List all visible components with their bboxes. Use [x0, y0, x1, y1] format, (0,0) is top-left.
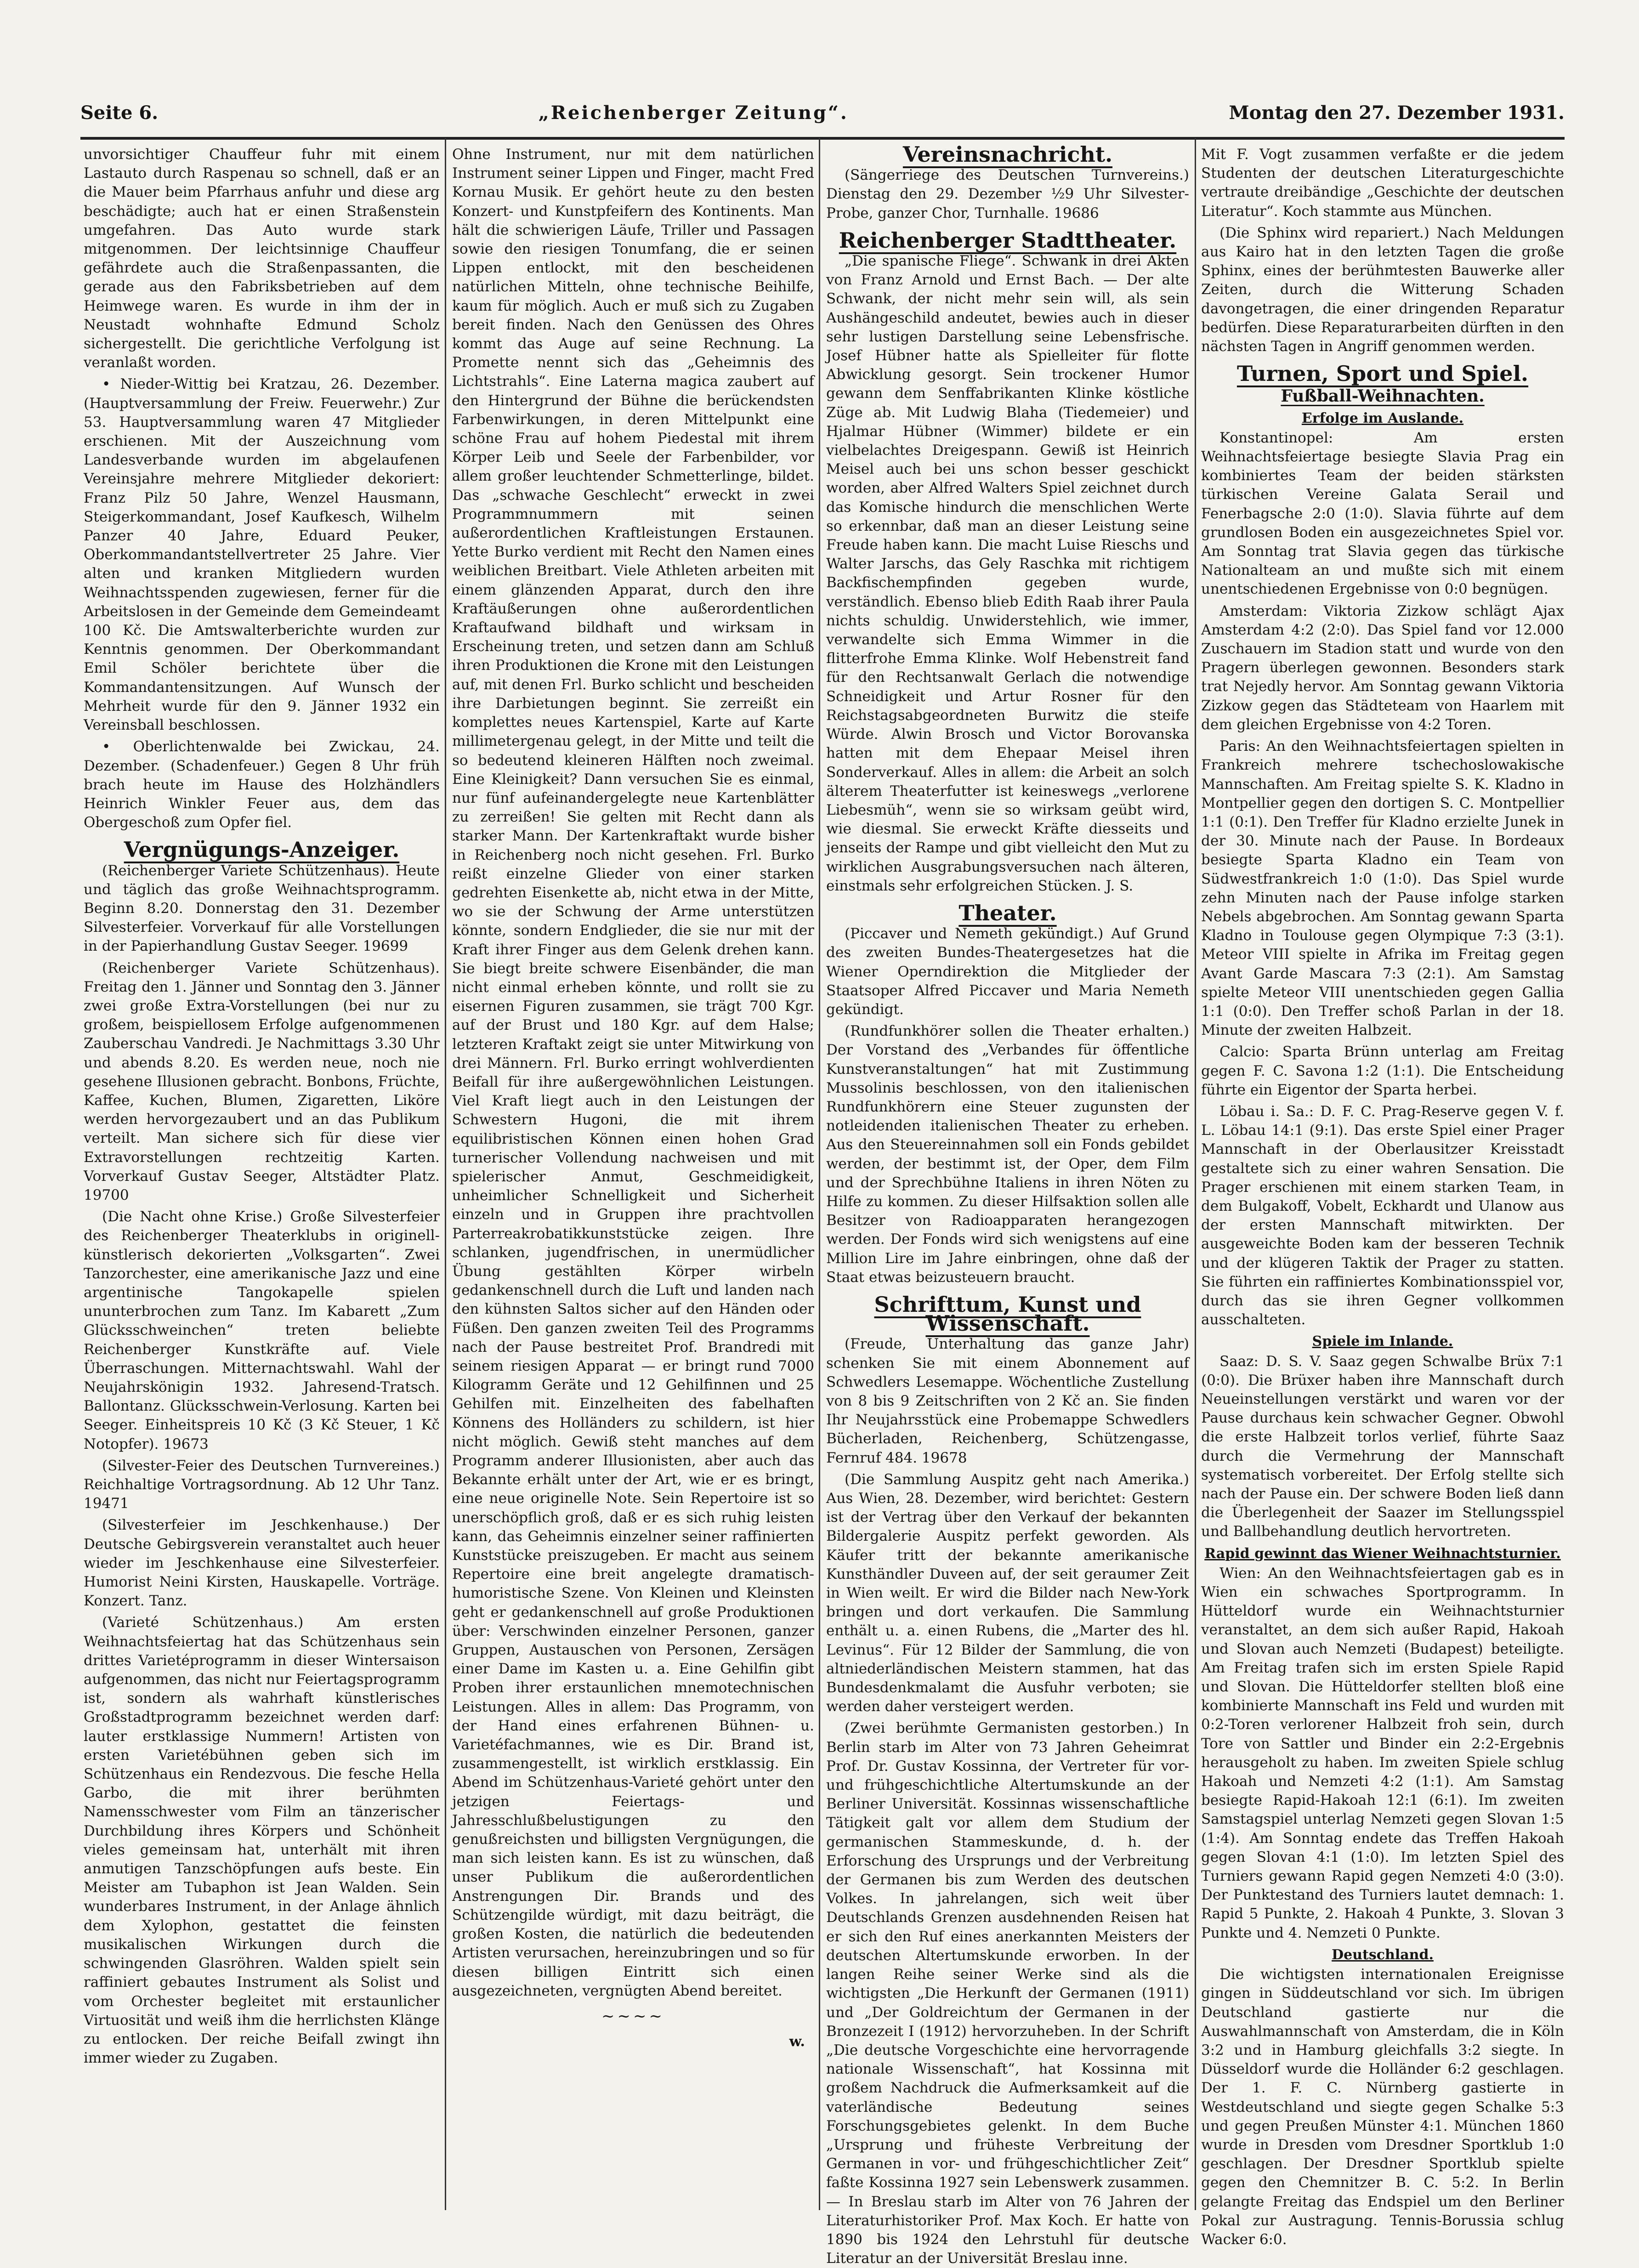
- divider-ornament: ~~~~: [601, 2007, 665, 2025]
- article-paragraph: unvorsichtiger Chauffeur fuhr mit einem Lastauto durch Raspenau so schnell, daß er an die Mauer beim Pfarrhaus anfuhr und diese arg beschädigte; auch hat er einen Straßenstein umgefahren. Das Auto wurde stark mitgenommen. Der leichtsinnige Chauffeur gefährdete auch die Straßenpassanten, die gerade aus den Fabriksbetrieben auf dem Heimwege waren. Es wurde in ihm der in Neustadt wohnhafte Edmund Scholz sichergestellt. Die gerichtliche Verfolgung ist veranlaßt worden.: [84, 146, 440, 371]
- page-number: Seite 6.: [80, 102, 159, 124]
- article-paragraph: Wien: An den Weihnachtsfeiertagen gab es in Wien ein schwaches Sportprogramm. In Hütteldorf wurde ein Weihnachtsturnier veranstaltet, an dem sich außer Rapid, Hakoah und Slovan auch Nemzeti (Budapest) beteiligte. Am Freitag trafen sich im ersten Spiele Rapid und Slovan. Die Hütteldorfer stellten bloß eine kombinierte Mannschaft ins Feld und wurden mit 0:2-Toren verlorener Halbzeit froh sein, durch Tore von Sattler und Binder ein 2:2-Ergebnis herausgeholt zu haben. Im zweiten Spiele schlug Hakoah und Nemzeti 4:2 (1:1). Am Samstag besiegte Rapid-Hakoah 12:1 (6:1). Im zweiten Samstagspiel unterlag Nemzeti gegen Slovan 1:5 (1:4). Am Sonntag endete das Treffen Hakoah gegen Slovan 4:1 (1:0). Im letzten Spiel des Turniers gewann Rapid gegen Nemzeti 4:0 (3:0). Der Punktestand des Turniers lautet demnach: 1. Rapid 5 Punkte, 2. Hakoah 4 Punkte, 3. Slovan 3 Punkte und 4. Nemzeti 0 Punkte.: [1201, 1565, 1564, 1941]
- column-divider: [819, 138, 820, 2210]
- article-paragraph: (Varieté Schützenhaus.) Am ersten Weihnachtsfeiertag hat das Schützenhaus sein drittes Varietéprogramm in dieser Wintersaison aufgenommen, das nicht nur Feiertagsprogramm ist, sondern als wahrhaft künstlerisches Großstadtprogramm bezeichnet werden darf: lauter erstklassige Nummern! Artisten von ersten Varietébühnen geben sich im Schützenhaus ein Rendezvous. Die fesche Hella Garbo, die mit ihrer berühmten Namensschwester vom Film an tänzerischer Durchbildung ihres Körpers und Schönheit vieles gemeinsam hat, unterhält mit ihren anmutigen Tanzschöpfungen aufs beste. Ein Meister am Tubaphon ist Jean Walden. Sein wunderbares Instrument, in der Anlage ähnlich dem Xylophon, gestattet die feinsten musikalischen Wirkungen durch die schwingenden Glasröhren. Walden spielt sein raffiniert gebautes Instrument als Solist und vom Orchester begleitet mit erstaunlicher Virtuosität und weiß ihm die herrlichsten Klänge zu entlocken. Der reiche Beifall zwingt ihn immer wieder zu Zugaben.: [84, 1614, 440, 2067]
- column-divider: [445, 138, 446, 2210]
- subsection-heading: Fußball-Weihnachten.: [1281, 386, 1485, 406]
- article-paragraph: (Sängerriege des Deutschen Turnvereins.) Dienstag den 29. Dezember ½9 Uhr Silvester-Probe, ganzer Chor, Turnhalle. 19686: [826, 167, 1189, 221]
- subsection-heading: Erfolge im Auslande.: [1301, 410, 1464, 426]
- column-4: [1201, 145, 1564, 2248]
- article-paragraph: Konstantinopel: Am ersten Weihnachtsfeiertage besiegte Slavia Prag ein kombiniertes Team der beiden stärksten türkischen Vereine Galata Serail und Fenerbagsche 2:0 (1:0). Slavia führte auf dem grundlosen Boden ein ausgezeichnetes Spiel vor. Am Sonntag trat Slavia gegen das türkische Nationalteam an und mußte sich mit einem unentschiedenen Ergebnisse von 0:0 begnügen.: [1201, 429, 1564, 598]
- section-heading-sport: Turnen, Sport und Spiel.: [1236, 361, 1529, 386]
- section-heading-theater: Theater.: [958, 900, 1057, 925]
- article-paragraph: (Rundfunkhörer sollen die Theater erhalten.) Der Vorstand des „Verbandes für öffentliche Kunstveranstaltungen“ hat mit Zustimmung Mussolinis beschlossen, von den italienischen Rundfunkhörern eine Steuer zugunsten der notleidenden italienischen Theater zu erheben. Aus den Steuereinnahmen soll ein Fonds gebildet werden, der bestimmt ist, der Oper, dem Film und der Sprechbühne Italiens in ihren Nöten zu Hilfe zu kommen. Zu dieser Hilfsaktion sollen alle Besitzer von Radioapparaten herangezogen werden. Der Fonds wird sich wenigstens auf eine Million Lire im Jahre einbringen, ohne daß der Staat etwas beizusteuern braucht.: [826, 1023, 1189, 1286]
- article-paragraph: (Freude, Unterhaltung das ganze Jahr) schenken Sie mit einem Abonnement auf Schwedlers Lesemappe. Wöchentliche Zustellung von 8 bis 9 Zeitschriften von 2 Kč an. Sie finden Ihr Neujahrsstück eine Probemappe Schwedlers Bücherladen, Reichenberg, Schützengasse, Fernruf 484. 19678: [826, 1336, 1189, 1466]
- article-paragraph: Die wichtigsten internationalen Ereignisse gingen in Süddeutschland vor sich. Im übrigen Deutschland gastierte nur die Auswahlmannschaft von Amsterdam, die in Köln 3:2 und in Hamburg gleichfalls 3:2 siegte. In Düsseldorf wurde die Holländer 6:2 geschlagen. Der 1. F. C. Nürnberg gastierte in Westdeutschland und siegte gegen Schalke 5:3 und gegen Preußen Münster 4:1. München 1860 wurde in Dresden vom Dresdner Sportklub 1:0 geschlagen. Der Dresdner Sportklub spielte gegen den Chemnitzer B. C. 5:2. In Berlin gelangte Freitag das Endspiel um den Berliner Pokal zur Austragung. Tennis-Borussia schlug Wacker 6:0.: [1201, 1966, 1564, 2248]
- article-paragraph: (Reichenberger Variete Schützenhaus). Freitag den 1. Jänner und Sonntag den 3. Jänner zwei große Extra-Vorstellungen (bei nur zu großem, beispiellosem Erfolge aufgenommenen Zauberschau Vandredi. Je Nachmittags 3.30 Uhr und abends 8.20. Es werden neue, noch nie gesehene Illusionen gebracht. Bonbons, Früchte, Kaffee, Kuchen, Blumen, Zigaretten, Liköre werden hervorgezaubert und an das Publikum verteilt. Man sichere sich für diese vier Extravorstellungen rechtzeitig Karten. Vorverkauf Gustav Seeger, Altstädter Platz. 19700: [84, 959, 440, 1203]
- article-paragraph: Amsterdam: Viktoria Zizkow schlägt Ajax Amsterdam 4:2 (2:0). Das Spiel fand vor 12.000 Zuschauern im Stadion statt und wurde von den Pragern überlegen gewonnen. Besonders stark trat Nejedly hervor. Am Sonntag gewann Viktoria Zizkow gegen das Städteteam von Haarlem mit dem gleichen Ergebnisse von 4:2 Toren.: [1201, 602, 1564, 733]
- column-2: [452, 145, 814, 2208]
- article-paragraph: Löbau i. Sa.: D. F. C. Prag-Reserve gegen V. f. L. Löbau 14:1 (9:1). Das erste Spiel einer Prager Mannschaft in der Oberlausitzer Kreisstadt gestaltete sich zu einer wahren Sensation. Die Prager erschienen mit einem starken Team, in dem Bulgakoff, Vobelt, Eckhardt und Ulanow aus der ersten Mannschaft mitwirkten. Der ausgeweichte Boden kam der besseren Technik und der klügeren Taktik der Prager zu statten. Sie führten ein raffiniertes Kombinationsspiel vor, durch das sie ihren Gegner vollkommen ausschalteten.: [1201, 1103, 1564, 1328]
- subsection-heading: Deutschland.: [1332, 1946, 1434, 1963]
- article-paragraph: Ohne Instrument, nur mit dem natürlichen Instrument seiner Lippen und Finger, macht Fred Kornau Musik. Er gehört heute zu den besten Konzert- und Kunstpfeifern des Kontinents. Man hält die schwierigen Läufe, Triller und Passagen sowie den riesigen Tonumfang, die er seinen Lippen entlockt, mit den bescheidenen natürlichen Mitteln, ohne technische Beihilfe, kaum für möglich. Auch er muß sich zu Zugaben bereit finden. Nach den Genüssen des Ohres kommt das Auge auf seine Rechnung. La Promette nennt sich das „Geheimnis des Lichtstrahls“. Eine Laterna magica zaubert auf den Hintergrund der Bühne die berückendsten Farbenwirkungen, in deren Mittelpunkt eine schöne Frau auf hohem Piedestal mit ihrem Körper Leib und Seele der Farbenbilder, vor allem großer leuchtender Schmetterlinge, bildet. Das „schwache Geschlecht“ erweckt in zwei Programmnummern mit seinen außerordentlichen Kraftleistungen Erstaunen. Yette Burko verdient mit Recht den Namen eines weiblichen Breitbart. Viele Athleten arbeiten mit einem glänzenden Apparat, durch den ihre Kraftäußerungen ohne außerordentlichen Kraftaufwand bildhaft und wirksam in Erscheinung treten, und setzen dann am Schluß ihren Produktionen die Krone mit den Leistungen auf, mit denen Frl. Burko schlicht und bescheiden ihre Darbietungen beginnt. Sie zerreißt ein komplettes neues Kartenspiel, Karte auf Karte millimetergenau gelegt, in der Mitte und teilt die so bedeutend kleineren Hälften noch zweimal. Eine Kleinigkeit? Dann versuchen Sie es einmal, nur fünf aufeinandergelegte neue Kartenblätter zu zerreißen! Sie gelten mit Recht dann als starker Mann. Der Kartenkraftakt wurde bisher in Reichenberg noch nicht gesehen. Frl. Burko reißt einzelne Glieder von einer starken gedrehten Eisenkette ab, nicht etwa in der Mitte, wo sie der Schwung der Arme unterstützen könnte, sondern Endglieder, die sie nur mit der Kraft ihrer Finger aus dem Gelenk drehen kann. Sie biegt breite schwere Eisenbänder, die man nicht einmal erheben könnte, und rollt sie zu eisernen Figuren zusammen, sie trägt 700 Kgr. auf der Brust und 180 Kgr. auf dem Halse; letzteren Kraftakt zeigt sie unter Mitwirkung von drei Männern. Frl. Burko erringt wohlverdienten Beifall für ihre außergewöhnlichen Leistungen. Viel Kraft liegt auch in den Leistungen der Schwestern Hugoni, die mit ihrem equilibristischen Können einen hohen Grad turnerischer Vollendung nachweisen und mit spielerischer Anmut, Geschmeidigkeit, unheimlicher Schnelligkeit und Sicherheit einzeln und in Gruppen ihre prachtvollen Parterreakrobatikkunststücke zeigen. Ihre schlanken, jugendfrischen, in unermüdlicher Übung gestählten Körper wirbeln gedankenschnell durch die Luft und landen nach den kühnsten Saltos sicher auf den Händen oder Füßen. Den ganzen zweiten Teil des Programms nach der Pause bestreitet Prof. Brandredi mit seinem riesigen Apparat — er bringt rund 7000 Kilogramm Geräte und 12 Gehilfinnen und 25 Gehilfen mit. Einzelheiten des fabelhaften Könnens des Holländers zu schildern, ist hier nicht möglich. Gewiß steht manches auf dem Programm anderer Illusionisten, aber auch das Bekannte erhält unter der Art, wie er es bringt, eine neue originelle Note. Sein Repertoire ist so unerschöpflich groß, daß er es sich ruhig leisten kann, das Geheimnis einzelner seiner raffinierten Kunststücke preiszugeben. Er macht aus seinem Repertoire eine breit angelegte dramatisch-humoristische Szene. Von Kleinen und Kleinsten geht er gedankenschnell auf große Produktionen über: Verschwinden einzelner Personen, ganzer Gruppen, Austauschen von Personen, Zersägen einer Dame im Kasten u. a. Eine Gehilfin gibt Proben ihrer erstaunlichen mnemotechnischen Leistungen. Alles in allem: Das Programm, von der Hand eines erfahrenen Bühnen- u. Varietéfachmannes, wie es Dir. Brand ist, zusammengestellt, ist wirklich erstklassig. Ein Abend im Schützenhaus-Varieté gehört unter den jetzigen Feiertags- und Jahresschlußbelustigungen zu den genußreichsten und billigsten Vergnügungen, die man sich leisten kann. Es ist zu wünschen, daß unser Publikum die außerordentlichen Anstrengungen Dir. Brands und des Schützengilde würdigt, mit dazu beiträgt, die großen Kosten, die natürlich die bedeutenden Artisten verursachen, hereinzubringen und so für diesen billigen Eintritt sich einen ausgezeichneten, vergnügten Abend bereitet.: [452, 146, 814, 1999]
- column-3: [826, 142, 1189, 2267]
- subsection-heading: Rapid gewinnt das Wiener Weihnachtsturnier.: [1204, 1545, 1561, 1562]
- author-signature: w.: [789, 2033, 805, 2050]
- article-paragraph: (Zwei berühmte Germanisten gestorben.) In Berlin starb im Alter von 73 Jahren Geheimrat Prof. Dr. Gustav Kossinna, der Vertreter für vor- und frühgeschichtliche Altertumskunde an der Berliner Universität. Kossinnas wissenschaftliche Tätigkeit galt vor allem dem Studium der germanischen Stammeskunde, d. h. der Erforschung des Ursprungs und der Verbreitung der Germanen bis zum Werden des deutschen Volkes. In jahrelangen, sich weit über Deutschlands Grenzen ausdehnenden Reisen hat er sich den Ruf eines anerkannten Meisters der deutschen Altertumskunde erworben. In der langen Reihe seiner Werke sind als die wichtigsten „Die Herkunft der Germanen (1911) und „Der Goldreichtum der Germanen in der Bronzezeit I (1912) hervorzuheben. In der Schrift „Die deutsche Vorgeschichte eine hervorragende nationale Wissenschaft“, hat Kossinna mit großem Nachdruck die Aufmerksamkeit auf die vaterländische Bedeutung seines Forschungsgebietes gelenkt. In dem Buche „Ursprung und früheste Verbreitung der Germanen in vor- und frühgeschichtlicher Zeit“ faßte Kossinna 1927 sein Lebenswerk zusammen. — In Breslau starb im Alter von 76 Jahren der Literaturhistoriker Prof. Max Koch. Er hatte von 1890 bis 1924 den Lehrstuhl für deutsche Literatur an der Universität Breslau inne.: [826, 1720, 1189, 2267]
- section-heading-stadttheater: Reichenberger Stadttheater.: [839, 227, 1177, 253]
- subsection-heading: Spiele im Inlande.: [1312, 1333, 1453, 1350]
- article-paragraph: „Die spanische Fliege“. Schwank in drei Akten von Franz Arnold und Ernst Bach. — Der alte Schwank, der nicht mehr sein will, als sein Aushängeschild andeutet, bewies auch in dieser sehr lustigen Darstellung seine Lebensfrische. Josef Hübner hatte als Spielleiter für flotte Abwicklung gesorgt. Sein trockener Humor gewann dem Senffabrikanten Klinke köstliche Züge ab. Mit Ludwig Blaha (Tiedemeier) und Hjalmar Hübner (Wimmer) bildete er ein vielbelachtes Dreigespann. Gewiß ist Heinrich Meisel auch bei uns schon besser geschickt worden, aber Alfred Walters Spiel zeichnet durch das Komische hindurch die menschlichen Werte so erkennbar, daß man an dieser Leistung seine Freude haben kann. Die macht Luise Rieschs und Walter Jarschs, das Gely Raschka mit richtigem Backfischempfinden gegeben wurde, verständlich. Ebenso blieb Edith Raab ihrer Paula nichts schuldig. Unwiderstehlich, wie immer, verwandelte sich Emma Wimmer in die flitterfrohe Emma Klinke. Wolf Hebenstreit fand für den Rechtsanwalt Gerlach die notwendige Schneidigkeit und Artur Rosner für den Reichstagsabgeordneten Burwitz die steife Würde. Alwin Brosch und Victor Borovanska hatten mit dem Ehepaar Meisel ihren Sonderverkauf. Alles in allem: die Arbeit an solch älterem Theaterfutter ist keineswegs „verlorene Liebesmüh“, wenn sie so wirksam geübt wird, wie diesmal. Sie erweckt Kräfte diesseits und jenseits der Rampe und gibt vielleicht den Mut zu wirklichen Ausgrabungsversuchen nach älteren, einstmals sehr erfolgreichen Stücken. J. S.: [826, 253, 1189, 894]
- article-paragraph: Saaz: D. S. V. Saaz gegen Schwalbe Brüx 7:1 (0:0). Die Brüxer haben ihre Mannschaft durch Neueinstellungen verstärkt und waren vor der Pause durchaus kein schwacher Gegner. Obwohl die erste Halbzeit torlos verlief, führte Saaz durch die Vermehrung der Mannschaft systematisch vorbereitet. Der Erfolg stellte sich nach der Pause ein. Der schwere Boden ließ dann die Überlegenheit der Saazer im Stellungsspiel und Ballbehandlung deutlich hervortreten.: [1201, 1353, 1564, 1540]
- article-paragraph: Calcio: Sparta Brünn unterlag am Freitag gegen F. C. Savona 1:2 (1:1). Die Entscheidung führte ein Eigentor der Sparta herbei.: [1201, 1043, 1564, 1098]
- header-rule: [80, 137, 1565, 140]
- page-header: [80, 92, 1565, 133]
- article-paragraph: (Silvester-Feier des Deutschen Turnvereines.) Reichhaltige Vortragsordnung. Ab 12 Uhr Tanz. 19471: [84, 1457, 440, 1512]
- article-paragraph: (Reichenberger Variete Schützenhaus). Heute und täglich das große Weihnachtsprogramm. Beginn 8.20. Donnerstag den 31. Dezember Silvesterfeier. Vorverkauf für alle Vorstellungen in der Papierhandlung Gustav Seeger. 19699: [84, 862, 440, 955]
- article-paragraph: (Die Sammlung Auspitz geht nach Amerika.) Aus Wien, 28. Dezember, wird berichtet: Gestern ist der Vertrag über den Verkauf der bekannten Bildergalerie Auspitz perfekt geworden. Als Käufer tritt der bekannte amerikanische Kunsthändler Duveen auf, der seit geraumer Zeit in Wien weilt. Er wird die Bilder nach New-York bringen und dort verkaufen. Die Sammlung enthält u. a. einen Rubens, die „Marter des hl. Levinus“. Für 12 Bilder der Sammlung, die von altniederländischen Meistern stammen, hat das Bundesdenkmalamt die Ausfuhr verboten; sie werden daher versteigert werden.: [826, 1471, 1189, 1715]
- section-heading-schrifttum: Schrifttum, Kunst und Wissenschaft.: [874, 1292, 1141, 1336]
- section-heading-vereinsnachricht: Vereinsnachricht.: [902, 142, 1113, 167]
- masthead: „Reichenberger Zeitung“.: [538, 102, 849, 124]
- article-paragraph: (Die Nacht ohne Krise.) Große Silvesterfeier des Reichenberger Theaterklubs in originell-künstlerisch dekorierten „Volksgarten“. Zwei Tanzorchester, eine amerikanische Jazz und eine argentinische Tangokapelle spielen ununterbrochen zum Tanz. Im Kabarett „Zum Glücksschweinchen“ treten beliebte Reichenberger Kunstkräfte auf. Viele Überraschungen. Mitternachtswahl. Wahl der Neujahrskönigin 1932. Jahresend-Tratsch. Ballontanz. Glücksschwein-Verlosung. Karten bei Seeger. Einheitspreis 10 Kč (3 Kč Steuer, 1 Kč Notopfer). 19673: [84, 1208, 440, 1452]
- article-paragraph: Mit F. Vogt zusammen verfaßte er die jedem Studenten der deutschen Literaturgeschichte vertraute dreibändige „Geschichte der deutschen Literatur“. Koch stammte aus München.: [1201, 146, 1564, 220]
- article-paragraph: (Die Sphinx wird repariert.) Nach Meldungen aus Kairo hat in den letzten Tagen die große Sphinx, eines der berühmtesten Bauwerke aller Zeiten, durch die Witterung Schaden davongetragen, die einer dringenden Reparatur bedürfen. Diese Reparaturarbeiten dürften in den nächsten Tagen in Angriff genommen werden.: [1201, 224, 1564, 355]
- article-paragraph: (Piccaver und Nemeth gekündigt.) Auf Grund des zweiten Bundes-Theatergesetzes hat die Wiener Operndirektion die Mitglieder der Staatsoper Alfred Piccaver und Maria Nemeth gekündigt.: [826, 925, 1189, 1018]
- article-paragraph: • Oberlichtenwalde bei Zwickau, 24. Dezember. (Schadenfeuer.) Gegen 8 Uhr früh brach heute im Hause des Holzhändlers Heinrich Winkler Feuer aus, dem das Obergeschoß zum Opfer fiel.: [84, 738, 440, 831]
- article-paragraph: Paris: An den Weihnachtsfeiertagen spielten in Frankreich mehrere tschechoslowakische Mannschaften. Am Freitag spielte S. K. Kladno in Montpellier gegen den dortigen S. C. Montpellier 1:1 (0:1). Den Treffer für Kladno erzielte Junek in der 30. Minute nach der Pause. In Bordeaux besiegte Sparta Kladno ein Team von Südwestfrankreich 1:0 (1:0). Das Spiel wurde zehn Minuten nach der Pause infolge starken Nebels abgebrochen. Am Sonntag gewann Sparta Kladno in Toulouse gegen Olympique 7:3 (3:1). Meteor VIII spielte in Afrika im Freitag gegen Avant Garde Mascara 7:3 (2:1). Am Samstag spielte Meteor VIII unentschieden gegen Gallia 1:1 (0:0). Den Treffer schoß Parlan in der 18. Minute der zweiten Halbzeit.: [1201, 738, 1564, 1039]
- column-divider: [1195, 138, 1196, 2210]
- article-paragraph: • Nieder-Wittig bei Kratzau, 26. Dezember. (Hauptversammlung der Freiw. Feuerwehr.) Zur 53. Hauptversammlung waren 47 Mitglieder erschienen. Mit der Auszeichnung vom Landesverbande wurden im abgelaufenen Vereinsjahre mehrere Mitglieder dekoriert: Franz Pilz 50 Jahre, Wenzel Hausmann, Steigerkommandant, Josef Kaufkesch, Wilhelm Panzer 40 Jahre, Eduard Peuker, Oberkommandantstellvertreter 25 Jahre. Vier alten und kranken Mitgliedern wurden Weihnachtsspenden zugewiesen, ferner für die Arbeitslosen in der Gemeinde dem Gemeindeamt 100 Kč. Die Amtswalterberichte wurden zur Kenntnis genommen. Der Oberkommandant Emil Schöler berichtete über die Kommandantensitzungen. Auf Wunsch der Mehrheit wurde für den 9. Jänner 1932 ein Vereinsball beschlossen.: [84, 376, 440, 734]
- section-heading-vergnuegungen: Vergnügungs-Anzeiger.: [124, 837, 400, 862]
- issue-date: Montag den 27. Dezember 1931.: [1229, 102, 1565, 124]
- article-paragraph: (Silvesterfeier im Jeschkenhause.) Der Deutsche Gebirgsverein veranstaltet auch heuer wieder im Jeschkenhause eine Silvesterfeier. Humorist Neini Kirsten, Hauskapelle. Vorträge. Konzert. Tanz.: [84, 1517, 440, 1610]
- column-1: [84, 145, 440, 2208]
